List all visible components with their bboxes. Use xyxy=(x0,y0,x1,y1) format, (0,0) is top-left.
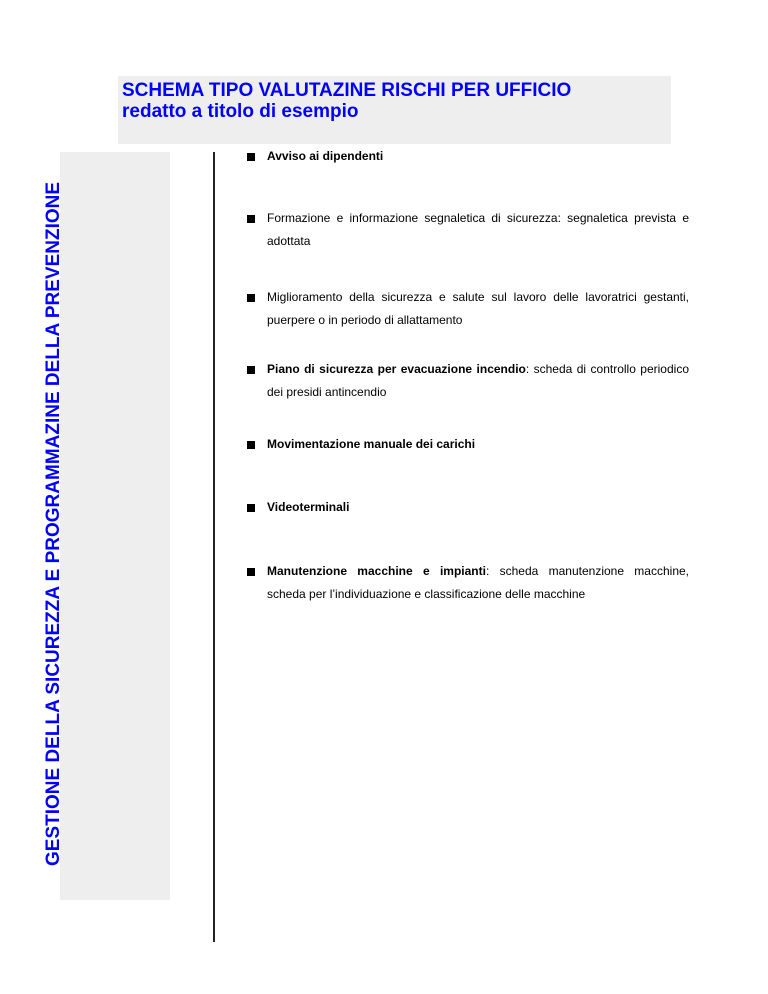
square-bullet-icon xyxy=(247,366,255,374)
side-vertical-label: GESTIONE DELLA SICUREZZA E PROGRAMMAZINE DELLA PREVENZIONE xyxy=(43,181,64,866)
item-text: Formazione e informazione segnaletica di sicurezza: segnaletica prevista e adottata xyxy=(267,211,689,248)
item-text: : scheda di controllo periodico dei presidi antincendio xyxy=(267,362,689,399)
header-box xyxy=(118,76,671,144)
item-bold: Manutenzione macchine e impianti xyxy=(267,564,486,578)
list-item-manutenzione xyxy=(247,560,689,606)
square-bullet-icon xyxy=(247,294,255,302)
page-title xyxy=(122,80,571,122)
square-bullet-icon xyxy=(247,153,255,161)
list-item-miglioramento xyxy=(247,286,689,332)
item-text: Miglioramento della sicurezza e salute sul lavoro delle lavoratrici gestanti, puerpere o in periodo di allattamento xyxy=(267,290,689,327)
square-bullet-icon xyxy=(247,568,255,576)
list-item-avviso xyxy=(247,145,689,168)
square-bullet-icon xyxy=(247,215,255,223)
list-item-movimentazione xyxy=(247,433,689,456)
item-text: : scheda manutenzione macchine, scheda per l’individuazione e classificazione delle macchine xyxy=(267,564,690,601)
list-item-piano-sicurezza xyxy=(247,358,689,404)
item-bold: Videoterminali xyxy=(267,500,350,514)
title-line-1: SCHEMA TIPO VALUTAZINE RISCHI PER UFFICIO xyxy=(122,80,572,101)
side-panel xyxy=(60,152,170,900)
square-bullet-icon xyxy=(247,441,255,449)
item-bold: Piano di sicurezza per evacuazione incendio xyxy=(267,362,526,376)
title-line-2: redatto a titolo di esempio xyxy=(122,101,359,122)
list-item-videoterminali xyxy=(247,496,689,519)
item-bold: Avviso ai dipendenti xyxy=(267,149,384,163)
item-bold: Movimentazione manuale dei carichi xyxy=(267,437,476,451)
square-bullet-icon xyxy=(247,504,255,512)
list-item-formazione xyxy=(247,207,689,253)
vertical-divider xyxy=(213,152,215,942)
